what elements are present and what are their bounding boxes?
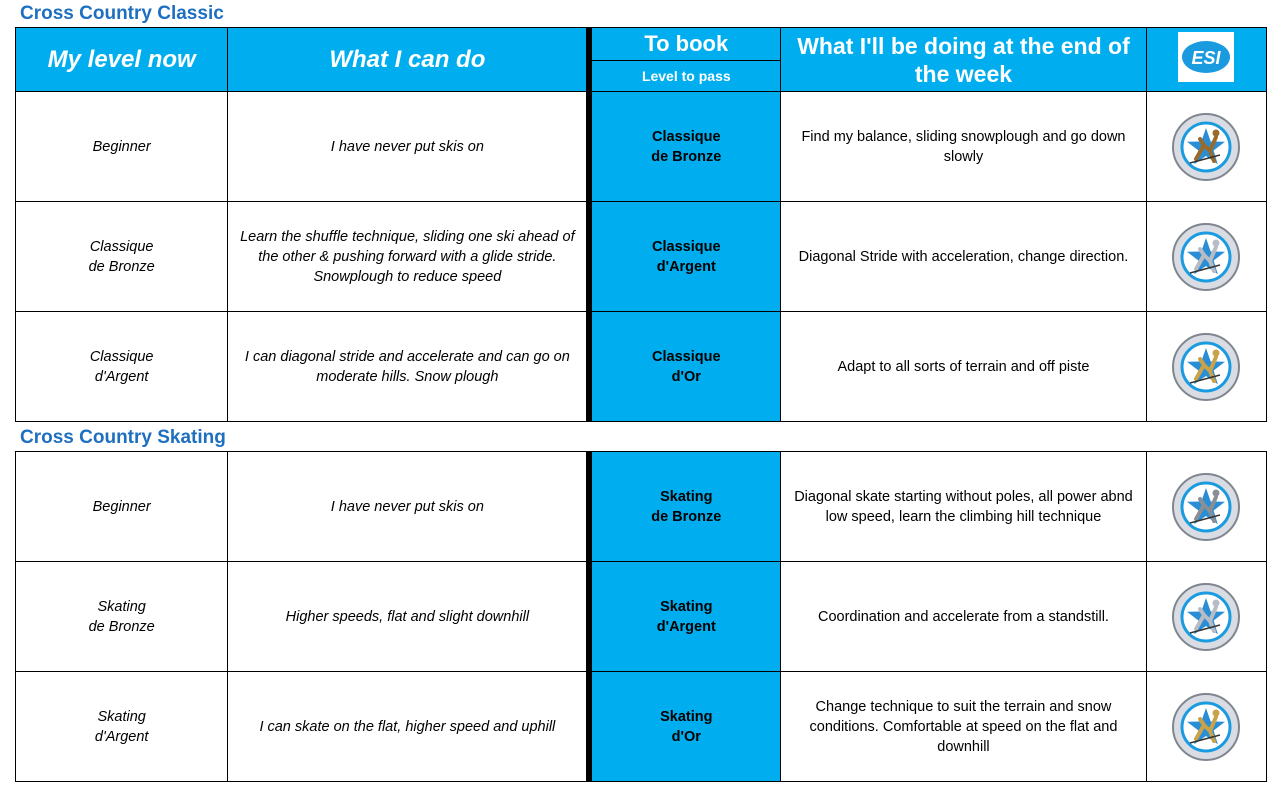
header-my-level: My level now bbox=[16, 28, 228, 92]
end-of-week-cell: Find my balance, sliding snowplough and go down slowly bbox=[781, 92, 1147, 202]
medal-cell bbox=[1146, 562, 1266, 672]
to-book-cell: Skating de Bronze bbox=[589, 452, 780, 562]
medal-icon bbox=[1170, 471, 1242, 543]
table-row bbox=[16, 92, 1267, 202]
level-now-cell: Skating de Bronze bbox=[16, 562, 228, 672]
level-now-cell: Beginner bbox=[16, 452, 228, 562]
medal-cell bbox=[1146, 452, 1266, 562]
can-do-cell: Learn the shuffle technique, sliding one ski ahead of the other & pushing forward with a glide stride. Snowplough to reduce speed bbox=[228, 202, 590, 312]
header-level-to-pass: Level to pass bbox=[589, 61, 780, 92]
end-of-week-cell: Coordination and accelerate from a standstill. bbox=[781, 562, 1147, 672]
table-row bbox=[16, 452, 1267, 562]
header-to-book: To book bbox=[589, 28, 780, 61]
level-now-cell: Beginner bbox=[16, 92, 228, 202]
to-book-cell: Classique d'Or bbox=[589, 312, 780, 422]
to-book-cell: Classique d'Argent bbox=[589, 202, 780, 312]
table-row bbox=[16, 672, 1267, 782]
header-what-i-can-do: What I can do bbox=[228, 28, 590, 92]
end-of-week-cell: Adapt to all sorts of terrain and off piste bbox=[781, 312, 1147, 422]
esi-logo bbox=[1178, 32, 1234, 82]
section-title-classic: Cross Country Classic bbox=[20, 3, 224, 24]
classic-table bbox=[15, 27, 1267, 422]
header-logo-cell bbox=[1146, 28, 1266, 92]
to-book-cell: Classique de Bronze bbox=[589, 92, 780, 202]
medal-cell bbox=[1146, 92, 1266, 202]
medal-cell bbox=[1146, 312, 1266, 422]
section-title-skating: Cross Country Skating bbox=[20, 427, 226, 448]
medal-cell bbox=[1146, 672, 1266, 782]
medal-cell bbox=[1146, 202, 1266, 312]
medal-icon bbox=[1170, 111, 1242, 183]
can-do-cell: I have never put skis on bbox=[228, 92, 590, 202]
skating-table bbox=[15, 451, 1267, 782]
can-do-cell: I can skate on the flat, higher speed and uphill bbox=[228, 672, 590, 782]
end-of-week-cell: Diagonal skate starting without poles, all power abnd low speed, learn the climbing hill technique bbox=[781, 452, 1147, 562]
medal-icon bbox=[1170, 331, 1242, 403]
esi-logo-text: ESI bbox=[1191, 48, 1221, 68]
header-end-of-week: What I'll be doing at the end of the week bbox=[781, 28, 1147, 92]
medal-icon bbox=[1170, 691, 1242, 763]
medal-icon bbox=[1170, 221, 1242, 293]
end-of-week-cell: Change technique to suit the terrain and snow conditions. Comfortable at speed on the flat and downhill bbox=[781, 672, 1147, 782]
can-do-cell: I can diagonal stride and accelerate and can go on moderate hills. Snow plough bbox=[228, 312, 590, 422]
medal-icon bbox=[1170, 581, 1242, 653]
table-row bbox=[16, 202, 1267, 312]
end-of-week-cell: Diagonal Stride with acceleration, change direction. bbox=[781, 202, 1147, 312]
can-do-cell: Higher speeds, flat and slight downhill bbox=[228, 562, 590, 672]
to-book-cell: Skating d'Or bbox=[589, 672, 780, 782]
to-book-cell: Skating d'Argent bbox=[589, 562, 780, 672]
level-now-cell: Classique de Bronze bbox=[16, 202, 228, 312]
level-now-cell: Skating d'Argent bbox=[16, 672, 228, 782]
table-row bbox=[16, 312, 1267, 422]
level-now-cell: Classique d'Argent bbox=[16, 312, 228, 422]
table-row bbox=[16, 562, 1267, 672]
can-do-cell: I have never put skis on bbox=[228, 452, 590, 562]
